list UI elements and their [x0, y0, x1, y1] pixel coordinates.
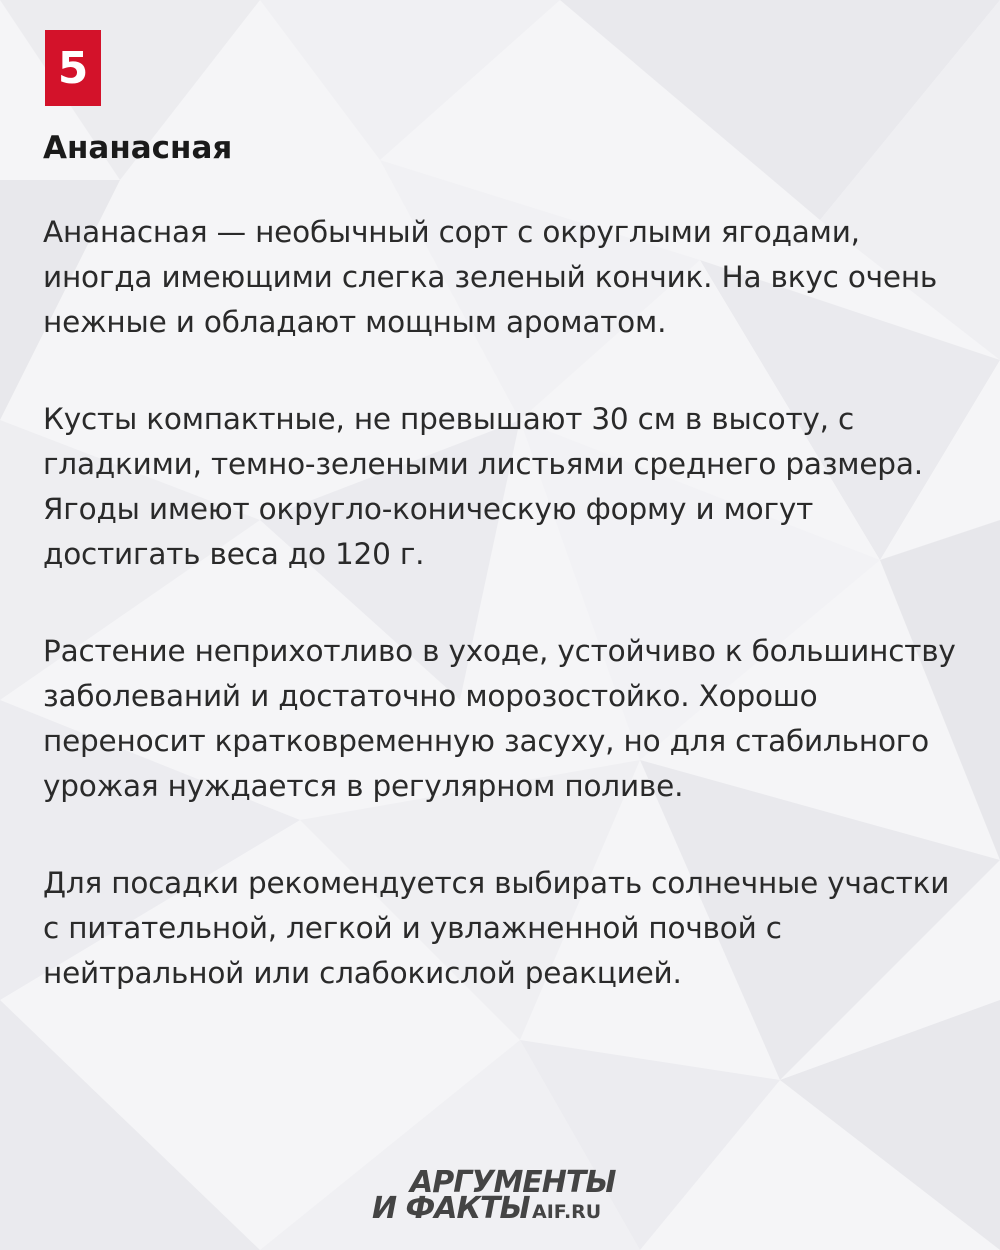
slide-number-badge: 5	[45, 30, 101, 106]
logo-line-2: И ФАКТЫ	[372, 1191, 530, 1226]
paragraph: Растение неприхотливо в уходе, устойчиво к большинству заболеваний и достаточно морозостойко. Хорошо переносит кратковременную засуху, но для стабильного урожая нуждается в регулярном поливе.	[43, 634, 956, 803]
article-body	[43, 210, 963, 1048]
variety-title: Ананасная	[43, 130, 233, 166]
paragraph: Кусты компактные, не превышают 30 см в высоту, с гладкими, темно-зелеными листьями среднего размера. Ягоды имеют округло-коническую форму и могут достигать веса до 120 г.	[43, 402, 923, 571]
aif-logo	[372, 1166, 632, 1228]
paragraph: Ананасная — необычный сорт с округлыми ягодами, иногда имеющими слегка зеленый кончик. На вкус очень нежные и обладают мощным ароматом.	[43, 215, 938, 339]
logo-line-1: АРГУМЕНТЫ	[410, 1165, 616, 1200]
paragraph: Для посадки рекомендуется выбирать солнечные участки с питательной, легкой и увлажненной почвой с нейтральной или слабокислой реакцией.	[43, 866, 950, 990]
logo-site: AIF.RU	[532, 1201, 602, 1223]
